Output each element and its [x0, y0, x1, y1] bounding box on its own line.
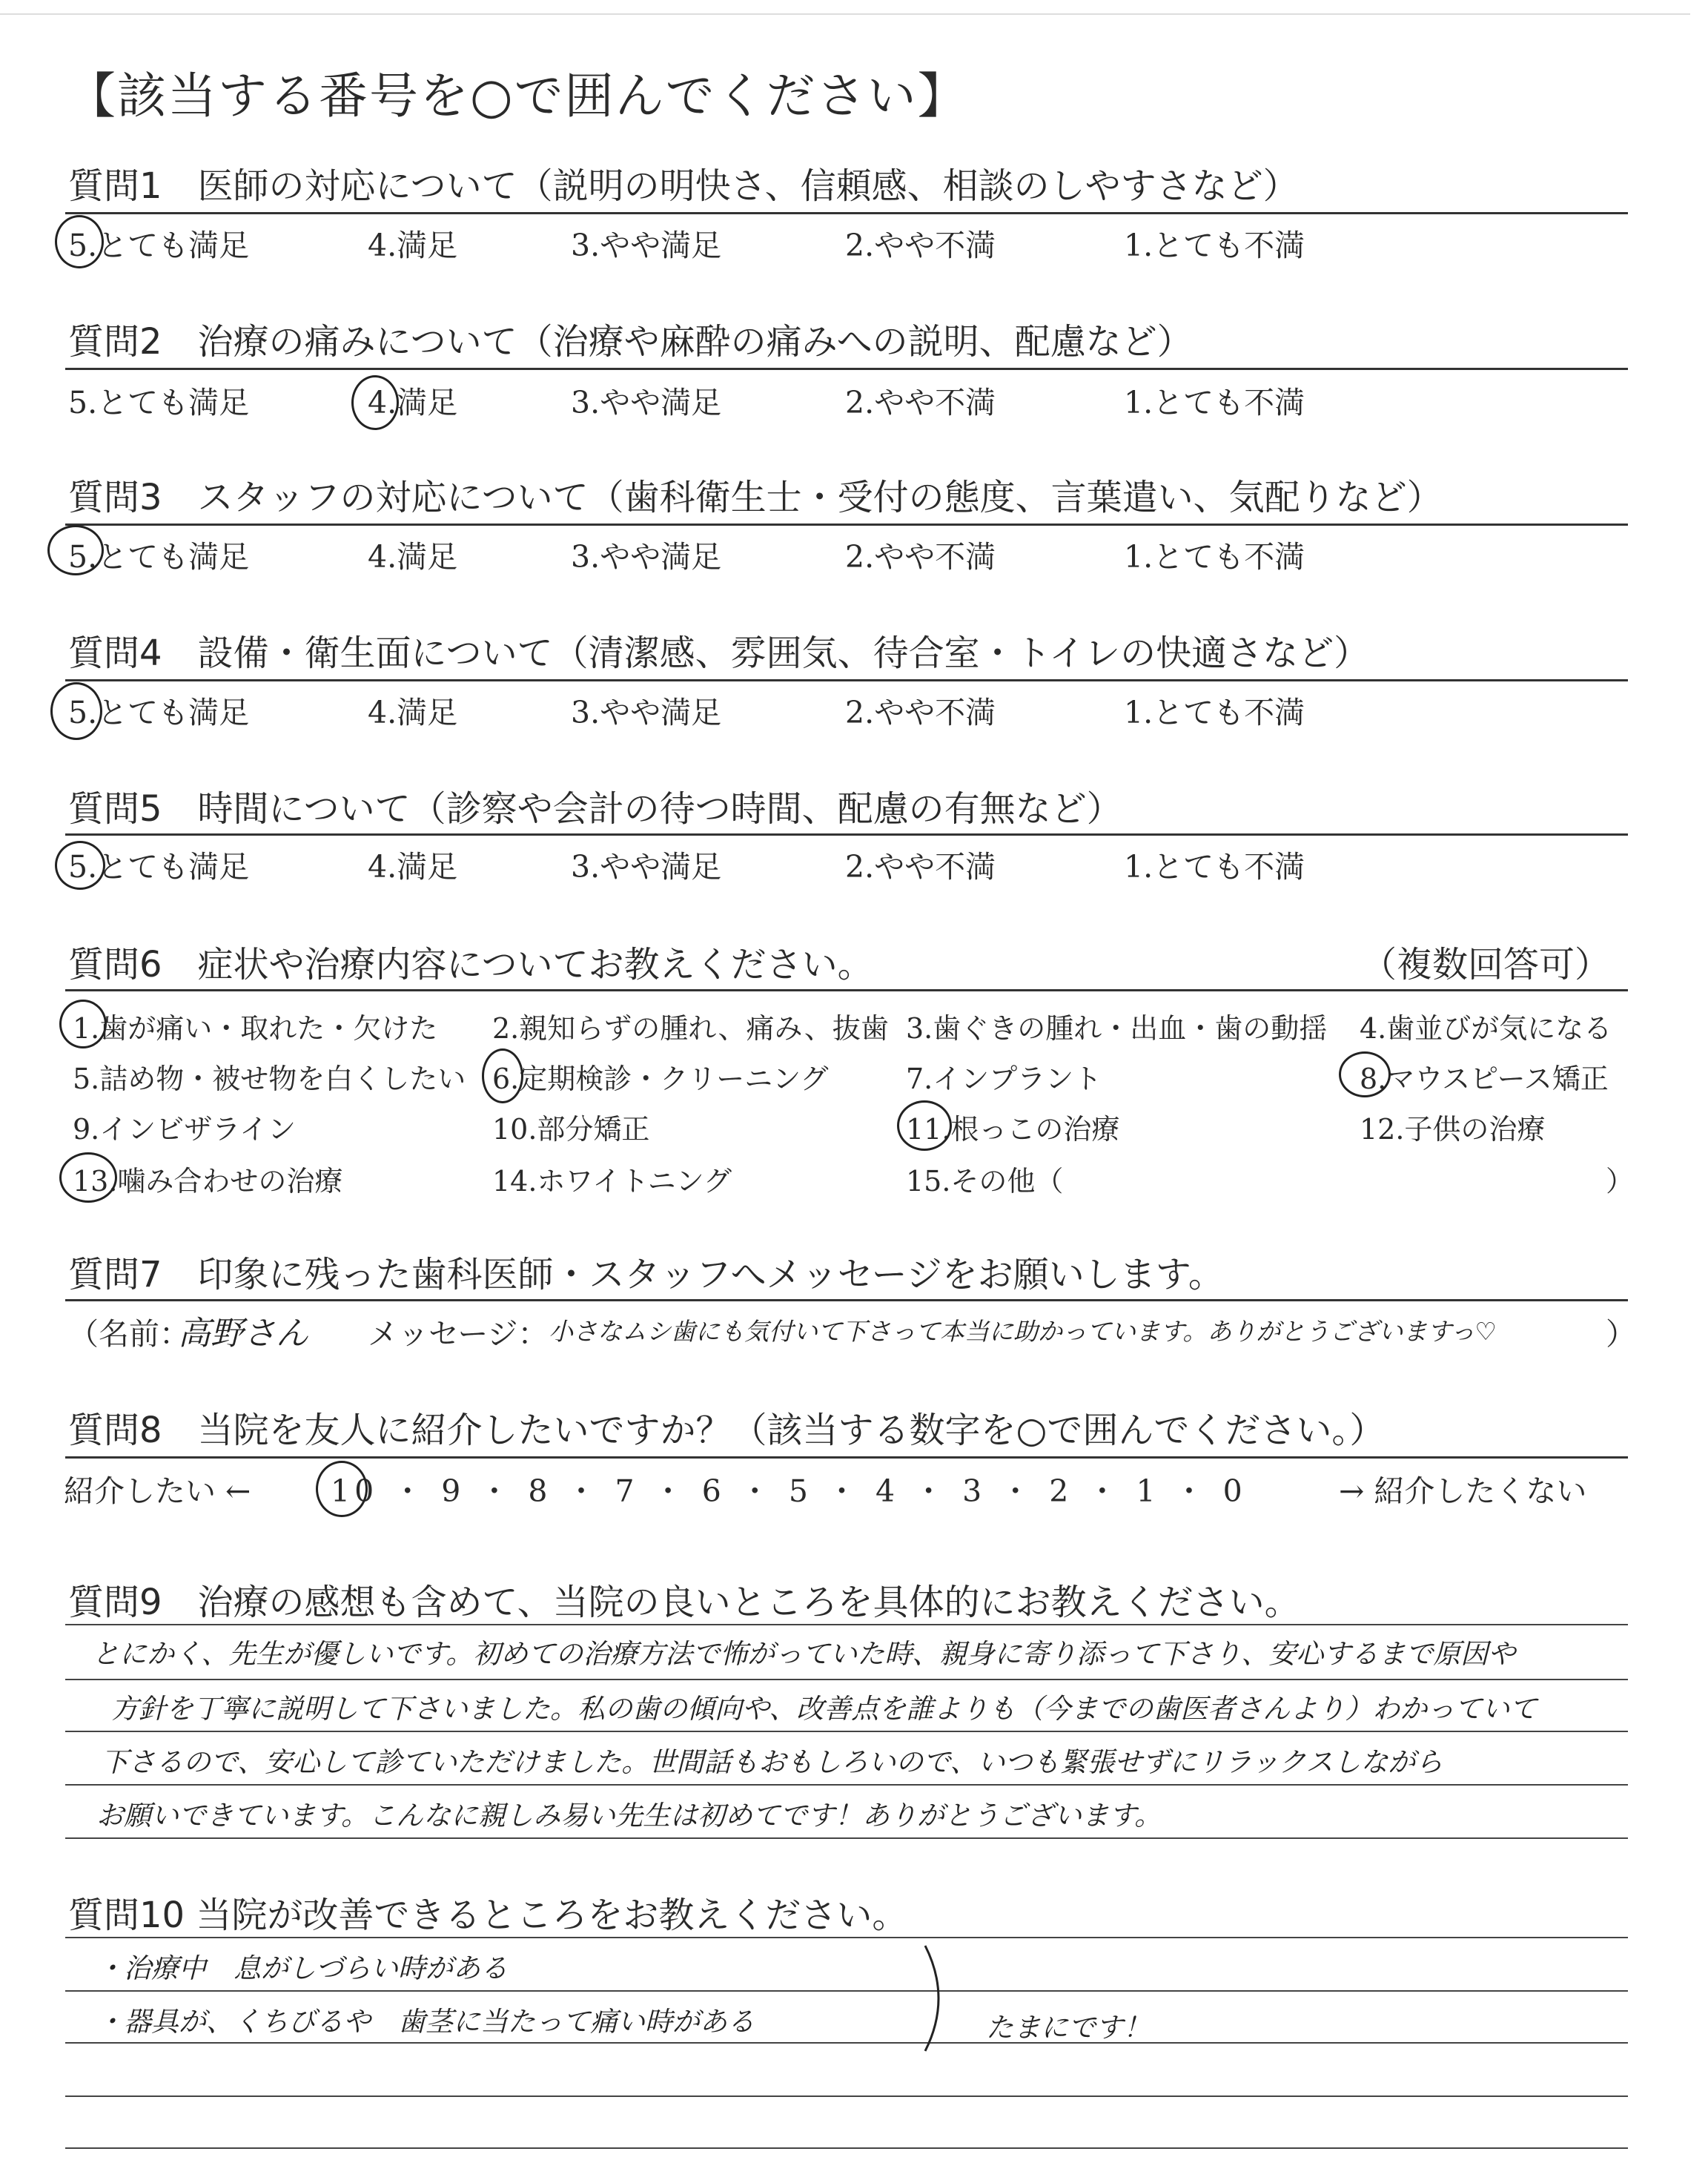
q10-bracket	[919, 1943, 956, 2054]
q6-option-9[interactable]: 9.インビザライン	[73, 1113, 297, 1146]
q6-rule	[65, 989, 1628, 991]
q8-right-label: → 紹介したくない	[1339, 1473, 1587, 1509]
q7-name-label: （名前：	[68, 1316, 190, 1352]
q6-other-close-paren: ）	[1606, 1165, 1635, 1198]
q2-title: 質問2 治療の痛みについて（治療や麻酔の痛みへの説明、配慮など）	[68, 321, 1193, 363]
q6-option-6[interactable]: 6.定期検診・クリーニング	[492, 1063, 829, 1095]
q6-circle-13	[59, 1152, 117, 1203]
q9-answer-line-2[interactable]: 方針を丁寧に説明して下さいました。私の歯の傾向や、改善点を誰よりも（今までの歯医者さんより）わかっていて	[111, 1693, 1537, 1725]
q5-rule	[65, 833, 1628, 836]
q4-rule	[65, 679, 1628, 681]
q5-option-1[interactable]: 1.とても不満	[1124, 849, 1305, 885]
q2-selection-circle	[351, 375, 399, 430]
q3-option-3[interactable]: 3.やや満足	[571, 539, 722, 575]
q9-answer-line-1[interactable]: とにかく、先生が優しいです。初めての治療方法で怖がっていた時、親身に寄り添って下さり、安心するまで原因や	[92, 1638, 1516, 1670]
q3-selection-circle	[47, 525, 104, 575]
q6-option-10[interactable]: 10.部分矯正	[492, 1113, 650, 1146]
q1-option-4[interactable]: 4.満足	[368, 228, 458, 263]
q4-option-5[interactable]: 5.とても満足	[68, 695, 250, 730]
q9-line-2	[65, 1679, 1628, 1680]
q1-option-5[interactable]: 5.とても満足	[68, 228, 250, 263]
q4-title: 質問4 設備・衛生面について（清潔感、雰囲気、待合室・トイレの快適さなど）	[68, 633, 1370, 674]
q7-message-value[interactable]: 小さなムシ歯にも気付いて下さって本当に助かっています。ありがとうございますっ♡	[549, 1317, 1497, 1346]
q1-selection-circle	[55, 215, 104, 268]
q10-line-1	[65, 1937, 1628, 1938]
q9-title: 質問9 治療の感想も含めて、当院の良いところを具体的にお教えください。	[68, 1582, 1300, 1623]
q5-selection-circle	[55, 841, 105, 890]
top-border	[0, 13, 1690, 15]
q6-option-5[interactable]: 5.詰め物・被せ物を白くしたい	[73, 1063, 466, 1095]
q1-option-3[interactable]: 3.やや満足	[571, 228, 722, 263]
q3-rule	[65, 524, 1628, 526]
q2-option-1[interactable]: 1.とても不満	[1124, 385, 1305, 420]
q10-answer-line-1[interactable]: ・治療中 息がしづらい時がある	[96, 1952, 508, 1984]
q4-option-4[interactable]: 4.満足	[368, 695, 458, 730]
q2-option-3[interactable]: 3.やや満足	[571, 385, 722, 420]
q9-line-4	[65, 1784, 1628, 1786]
q10-answer-line-2[interactable]: ・器具が、くちびるや 歯茎に当たって痛い時がある	[96, 2006, 755, 2038]
q6-option-12[interactable]: 12.子供の治療	[1360, 1113, 1546, 1146]
q6-option-4[interactable]: 4.歯並びが気になる	[1360, 1012, 1612, 1045]
q6-option-3[interactable]: 3.歯ぐきの腫れ・出血・歯の動揺	[906, 1012, 1328, 1045]
q10-title: 質問10 当院が改善できるところをお教えください。	[68, 1895, 908, 1936]
q8-left-label: 紹介したい ←	[64, 1473, 251, 1509]
q6-option-14[interactable]: 14.ホワイトニング	[492, 1165, 732, 1198]
q2-option-4[interactable]: 4.満足	[368, 385, 458, 420]
q6-option-15-other[interactable]: 15.その他（	[906, 1165, 1064, 1198]
q6-circle-11	[897, 1100, 952, 1151]
q6-option-2[interactable]: 2.親知らずの腫れ、痛み、抜歯	[492, 1012, 889, 1045]
q9-line-5	[65, 1837, 1628, 1839]
q6-title: 質問6 症状や治療内容についてお教えください。	[68, 944, 873, 985]
q4-option-2[interactable]: 2.やや不満	[845, 695, 996, 730]
q7-title: 質問7 印象に残った歯科医師・スタッフへメッセージをお願いします。	[68, 1254, 1224, 1295]
q6-multi-note: （複数回答可）	[1361, 944, 1611, 985]
q1-title: 質問1 医師の対応について（説明の明快さ、信頼感、相談のしやすさなど）	[68, 165, 1299, 207]
q3-option-2[interactable]: 2.やや不満	[845, 539, 996, 575]
q3-title: 質問3 スタッフの対応について（歯科衛生士・受付の態度、言葉遣い、気配りなど）	[68, 477, 1443, 518]
q6-option-11[interactable]: 11.根っこの治療	[906, 1113, 1120, 1146]
q5-title: 質問5 時間について（診察や会計の待つ時間、配慮の有無など）	[68, 788, 1122, 830]
q1-option-1[interactable]: 1.とても不満	[1124, 228, 1305, 263]
q5-option-4[interactable]: 4.満足	[368, 849, 458, 885]
q8-selection-circle	[316, 1461, 368, 1517]
q2-option-5[interactable]: 5.とても満足	[68, 385, 250, 420]
q8-scale[interactable]: 10 ・ 9 ・ 8 ・ 7 ・ 6 ・ 5 ・ 4 ・ 3 ・ 2 ・ 1 ・ 0	[331, 1473, 1247, 1509]
q2-rule	[65, 368, 1628, 370]
q3-option-5[interactable]: 5.とても満足	[68, 539, 250, 575]
q1-rule	[65, 212, 1628, 214]
q7-rule	[65, 1299, 1628, 1301]
q3-option-1[interactable]: 1.とても不満	[1124, 539, 1305, 575]
q5-option-3[interactable]: 3.やや満足	[571, 849, 722, 885]
q4-option-1[interactable]: 1.とても不満	[1124, 695, 1305, 730]
q6-circle-6	[482, 1048, 523, 1103]
q5-option-5[interactable]: 5.とても満足	[68, 849, 250, 885]
q1-option-2[interactable]: 2.やや不満	[845, 228, 996, 263]
page-title: 【該当する番号を○で囲んでください】	[67, 67, 968, 125]
q8-title: 質問8 当院を友人に紹介したいですか？（該当する数字を○で囲んでください。）	[68, 1410, 1386, 1451]
q6-option-7[interactable]: 7.インプラント	[906, 1063, 1102, 1095]
q3-option-4[interactable]: 4.満足	[368, 539, 458, 575]
q9-line-1	[65, 1624, 1628, 1625]
q9-answer-line-4[interactable]: お願いできています。こんなに親しみ易い先生は初めてです！ありがとうございます。	[96, 1800, 1162, 1832]
q5-option-2[interactable]: 2.やや不満	[845, 849, 996, 885]
q2-option-2[interactable]: 2.やや不満	[845, 385, 996, 420]
q6-option-1[interactable]: 1.歯が痛い・取れた・欠けた	[73, 1012, 438, 1045]
q4-selection-circle	[50, 682, 102, 740]
q7-name-value[interactable]: 高野さん	[178, 1315, 308, 1353]
q10-line-2	[65, 1990, 1628, 1992]
q10-line-5	[65, 2147, 1628, 2149]
q6-circle-8	[1339, 1051, 1391, 1097]
q10-side-note[interactable]: たまにです！	[986, 2012, 1151, 2044]
q6-option-8[interactable]: 8.マウスピース矯正	[1360, 1063, 1609, 1095]
q4-option-3[interactable]: 3.やや満足	[571, 695, 722, 730]
q6-option-13[interactable]: 13.噛み合わせの治療	[73, 1165, 343, 1198]
q10-line-3	[65, 2042, 1628, 2044]
q9-line-3	[65, 1731, 1628, 1732]
q7-message-label: メッセージ：	[368, 1316, 549, 1352]
q6-circle-1	[59, 1000, 107, 1048]
q7-close-paren: ）	[1606, 1316, 1636, 1352]
q10-line-4	[65, 2095, 1628, 2097]
q8-rule	[65, 1456, 1628, 1459]
q9-answer-line-3[interactable]: 下さるので、安心して診ていただけました。世間話もおもしろいので、いつも緊張せずにリラックスしながら	[101, 1746, 1443, 1778]
